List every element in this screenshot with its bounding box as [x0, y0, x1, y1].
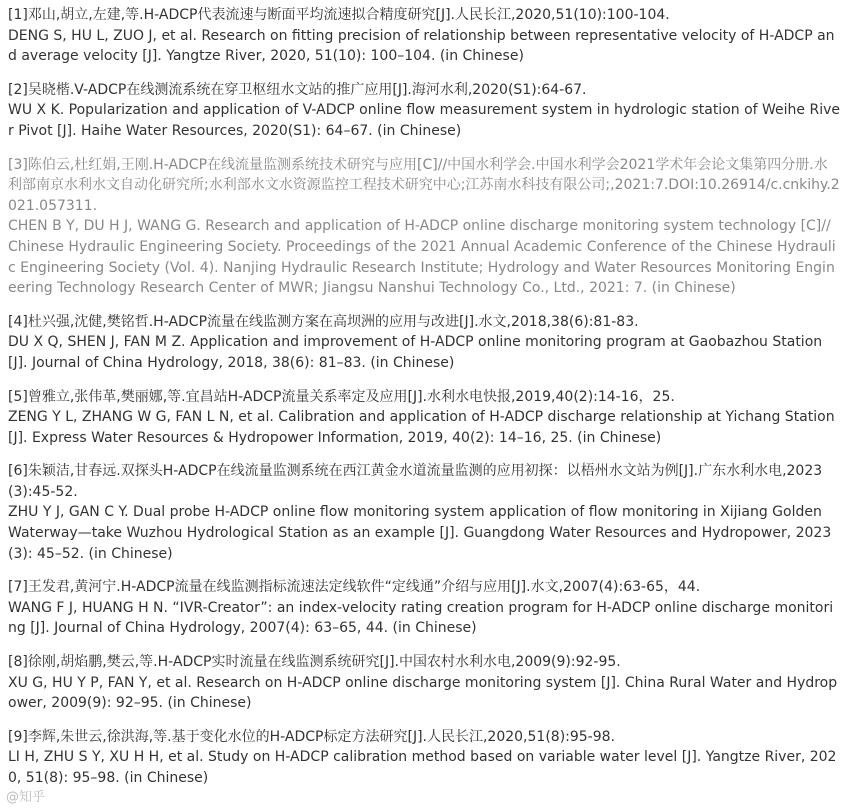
reference-chinese-text: [1]邓山,胡立,左建,等.H-ADCP代表流速与断面平均流速拟合精度研究[J].人民长江,2020,51(10):100-104. — [8, 7, 670, 23]
reference-english-text: WU X K. Popularization and application of V-ADCP online flow measurement system in hydrologic station of Weihe River Pivot [J]. Haihe Water Resources, 2020(S1): 64–67. (in Chinese) — [8, 102, 841, 139]
reference-item-9 — [8, 727, 840, 789]
reference-chinese-text: [4]杜兴强,沈健,樊铭哲.H-ADCP流量在线监测方案在高坝洲的应用与改进[J].水文,2018,38(6):81-83. — [8, 313, 639, 330]
reference-item-3 — [8, 155, 840, 299]
reference-english-text: LI H, ZHU S Y, XU H H, et al. Study on H-ADCP calibration method based on variable water level [J]. Yangtze River, 2020, 51(8): 95–98. (in Chinese) — [8, 749, 837, 786]
reference-english-text: CHEN B Y, DU H J, WANG G. Research and application of H-ADCP online discharge monitoring system technology [C]//Chinese Hydraulic Engineering Society. Proceedings of the 2021 Annual Academic Conference of the Chinese Hydraulic Engineering Society (Vol. 4). Nanjing Hydraulic Research Institute; Hydrology and Water Resources Monitoring Engineering Technology Research Center of MWR; Jiangsu Nanshui Technology Co., Ltd., 2021: 7. (in Chinese) — [8, 218, 836, 297]
zhihu-watermark: @知乎 — [6, 790, 46, 805]
reference-english-text: WANG F J, HUANG H N. “IVR-Creator”: an index-velocity rating creation program for H-ADCP online discharge monitoring [J]. Journal of China Hydrology, 2007(4): 63–65, 44. (in Chinese) — [8, 599, 834, 637]
reference-chinese-text: [8]徐刚,胡焰鹏,樊云,等.H-ADCP实时流量在线监测系统研究[J].中国农村水利水电,2009(9):92-95. — [8, 654, 621, 671]
reference-chinese-text: [9]李辉,朱世云,徐洪海,等.基于变化水位的H-ADCP标定方法研究[J].人民长江,2020,51(8):95-98. — [8, 728, 616, 745]
reference-chinese-text: [5]曾雅立,张伟革,樊丽娜,等.宜昌站H-ADCP流量关系率定及应用[J].水利水电快报,2019,40(2):14-16，25. — [8, 388, 675, 405]
reference-item-7 — [8, 577, 840, 639]
reference-item-6 — [8, 461, 840, 564]
reference-chinese-text: [7]王发君,黄河宁.H-ADCP流量在线监测指标流速法定线软件“定线通”介绍与应用[J].水文,2007(4):63-65，44. — [8, 579, 701, 596]
reference-item-8 — [8, 652, 840, 714]
reference-english-text: DU X Q, SHEN J, FAN M Z. Application and improvement of H-ADCP online monitoring program at Gaobazhou Station [J]. Journal of China Hydrology, 2018, 38(6): 81–83. (in Chinese) — [8, 334, 823, 371]
reference-chinese-text: [6]朱颖洁,甘春远.双探头H-ADCP在线流量监测系统在西江黄金水道流量监测的应用初探：以梧州水文站为例[J].广东水利水电,2023(3):45-52. — [8, 463, 823, 500]
reference-english-text: ZENG Y L, ZHANG W G, FAN L N, et al. Calibration and application of H-ADCP discharge relationship at Yichang Station [J]. Express Water Resources & Hydropower Information, 2019, 40(2): 14–16, 25. (in Chinese) — [8, 409, 835, 446]
reference-english-text: ZHU Y J, GAN C Y. Dual probe H-ADCP online flow monitoring system application of flow monitoring in Xijiang Golden Waterway—take Wuzhou Hydrological Station as an example [J]. Guangdong Water Resources and Hydropower, 2023(3): 45–52. (in Chinese) — [8, 504, 832, 562]
reference-english-text: XU G, HU Y P, FAN Y, et al. Research on H-ADCP online discharge monitoring system [J]. China Rural Water and Hydropower, 2009(9): 92–95. (in Chinese) — [8, 674, 838, 712]
reference-chinese-text: [3]陈伯云,杜红娟,王刚.H-ADCP在线流量监测系统技术研究与应用[C]//中国水利学会.中国水利学会2021学术年会论文集第四分册.水利部南京水利水文自动化研究所;水利部水文水资源监控工程技术研究中心;江苏南水科技有限公司;,2021:7.DOI:10.26914/c.cnkihy.2021.057311. — [8, 156, 840, 214]
reference-list — [8, 5, 840, 802]
reference-item-1 — [8, 5, 840, 67]
reference-english-text: DENG S, HU L, ZUO J, et al. Research on fitting precision of relationship between representative velocity of H-ADCP and average velocity [J]. Yangtze River, 2020, 51(10): 100–104. (in Chinese) — [8, 27, 835, 65]
reference-chinese-text: [2]吴晓楷.V-ADCP在线测流系统在穿卫枢纽水文站的推广应用[J].海河水利,2020(S1):64-67. — [8, 81, 587, 98]
reference-item-2 — [8, 80, 840, 142]
reference-item-5 — [8, 387, 840, 449]
reference-item-4 — [8, 312, 840, 374]
